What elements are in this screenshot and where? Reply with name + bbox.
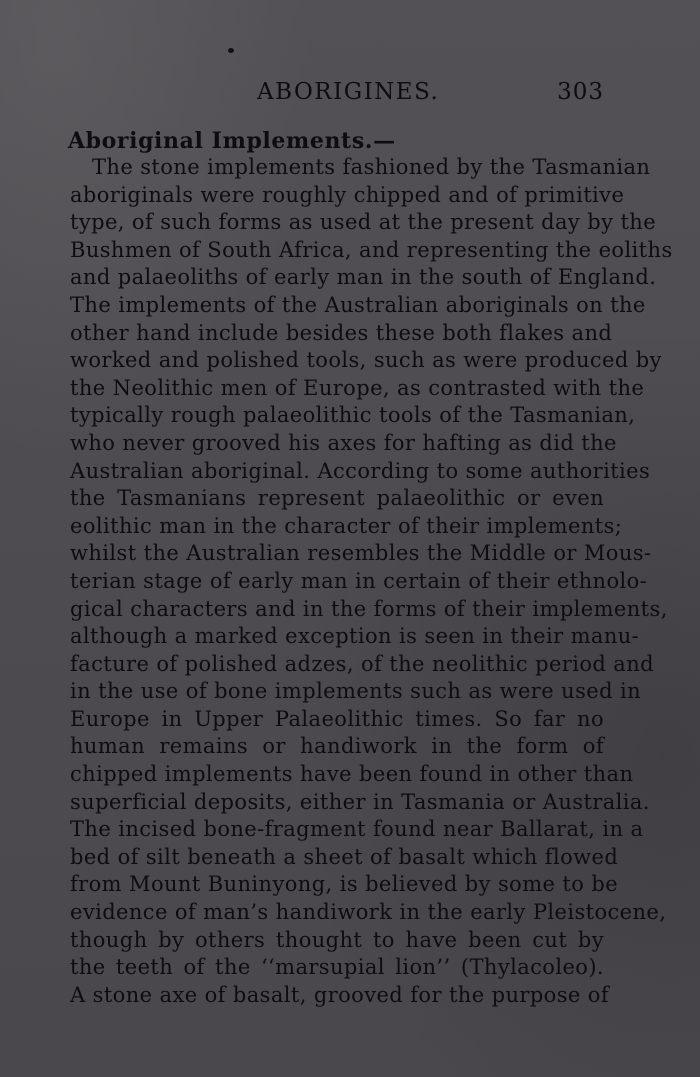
text-line: The incised bone-fragment found near Ballarat, in a (70, 817, 644, 842)
text-line: other hand include besides these both flakes and (70, 320, 613, 345)
running-head (60, 76, 604, 108)
text-line: bed of silt beneath a sheet of basalt which flowed (70, 844, 619, 869)
text-line: Bushmen of South Africa, and representing the eoliths (70, 237, 673, 262)
text-line: typically rough palaeolithic tools of the Tasmanian, (70, 403, 636, 428)
text-line: the Neolithic men of Europe, as contrasted with the (70, 375, 645, 400)
text-line: worked and polished tools, such as were produced by (70, 348, 662, 373)
page-number: 303 (557, 79, 604, 105)
text-line: from Mount Buninyong, is believed by some to be (70, 872, 619, 897)
text-line: The implements of the Australian aboriginals on the (70, 292, 646, 317)
text-line: aboriginals were roughly chipped and of primitive (70, 182, 625, 207)
text-line: in the use of bone implements such as were used in (70, 679, 642, 704)
running-title: ABORIGINES. (257, 79, 440, 105)
text-line: gical characters and in the forms of their implements, (70, 596, 668, 621)
text-line: type, of such forms as used at the present day by the (70, 210, 657, 235)
text-line: the Tasmanians represent palaeolithic or even (70, 486, 604, 511)
text-line: human remains or handiwork in the form of (70, 734, 604, 759)
text-line: whilst the Australian resembles the Middle or Mous- (70, 541, 652, 566)
ink-speck (228, 48, 234, 53)
text-line: The stone implements fashioned by the Tasmanian (92, 155, 651, 179)
text-line: the teeth of the ‘‘marsupial lion’’ (Thylacoleo). (70, 955, 604, 980)
text-line: who never grooved his axes for hafting as did the (70, 430, 617, 455)
text-line: although a marked exception is seen in their manu- (70, 624, 640, 649)
text-line: Europe in Upper Palaeolithic times. So far no (70, 706, 604, 731)
text-line: eolithic man in the character of their implements; (70, 513, 623, 538)
text-line: evidence of man’s handiwork in the early Pleistocene, (70, 900, 667, 925)
text-line: superficial deposits, either in Tasmania or Australia. (70, 789, 650, 814)
text-line: and palaeoliths of early man in the south of England. (70, 265, 657, 290)
body-paragraph (70, 154, 673, 1009)
text-line: A stone axe of basalt, grooved for the purpose of (70, 982, 610, 1007)
text-line: chipped implements have been found in other than (70, 762, 634, 787)
section-heading: Aboriginal Implements.— (68, 128, 396, 154)
text-line: facture of polished adzes, of the neolithic period and (70, 651, 654, 676)
text-line: terian stage of early man in certain of their ethnolo- (70, 568, 648, 593)
text-line: though by others thought to have been cut by (70, 927, 604, 952)
text-line: Australian aboriginal. According to some authorities (70, 458, 651, 483)
